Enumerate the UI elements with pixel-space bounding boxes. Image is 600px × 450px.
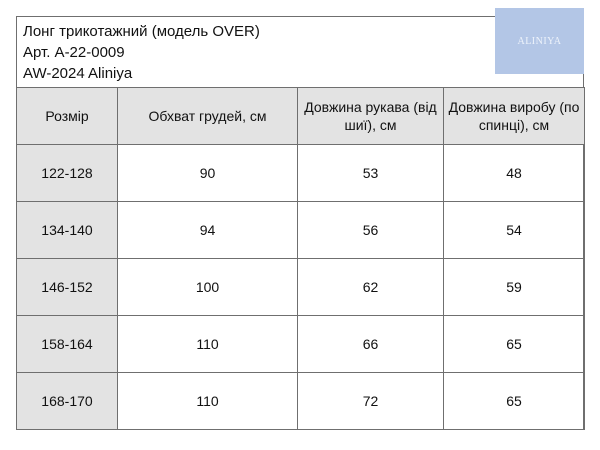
length-cell: 59 (444, 259, 585, 316)
sleeve-cell: 66 (298, 316, 444, 373)
chest-cell: 110 (118, 373, 298, 430)
article-number: Арт. А-22-0009 (23, 44, 125, 61)
product-title: Лонг трикотажний (модель OVER) (23, 23, 260, 40)
size-table (16, 87, 585, 430)
size-cell: 134-140 (17, 202, 118, 259)
length-cell: 65 (444, 373, 585, 430)
chest-cell: 100 (118, 259, 298, 316)
sleeve-cell: 56 (298, 202, 444, 259)
brand-logo-text: ALINIYA (517, 35, 562, 47)
size-cell: 122-128 (17, 145, 118, 202)
column-header-chest: Обхват грудей, см (118, 88, 298, 145)
sleeve-cell: 53 (298, 145, 444, 202)
brand-logo (495, 8, 584, 74)
column-header-sleeve: Довжина рукава (від шиї), см (298, 88, 444, 145)
table-row (17, 145, 585, 202)
chest-cell: 94 (118, 202, 298, 259)
length-cell: 48 (444, 145, 585, 202)
table-row (17, 316, 585, 373)
column-header-length: Довжина виробу (по спинці), см (444, 88, 585, 145)
sleeve-cell: 72 (298, 373, 444, 430)
collection-label: AW-2024 Aliniya (23, 65, 133, 82)
table-row (17, 373, 585, 430)
table-row (17, 259, 585, 316)
chest-cell: 90 (118, 145, 298, 202)
size-cell: 158-164 (17, 316, 118, 373)
sleeve-cell: 62 (298, 259, 444, 316)
length-cell: 65 (444, 316, 585, 373)
table-row (17, 202, 585, 259)
size-chart-sheet (16, 16, 584, 430)
column-header-size: Розмір (17, 88, 118, 145)
product-header (17, 17, 583, 87)
length-cell: 54 (444, 202, 585, 259)
table-header-row (17, 88, 585, 145)
size-cell: 168-170 (17, 373, 118, 430)
chest-cell: 110 (118, 316, 298, 373)
size-cell: 146-152 (17, 259, 118, 316)
